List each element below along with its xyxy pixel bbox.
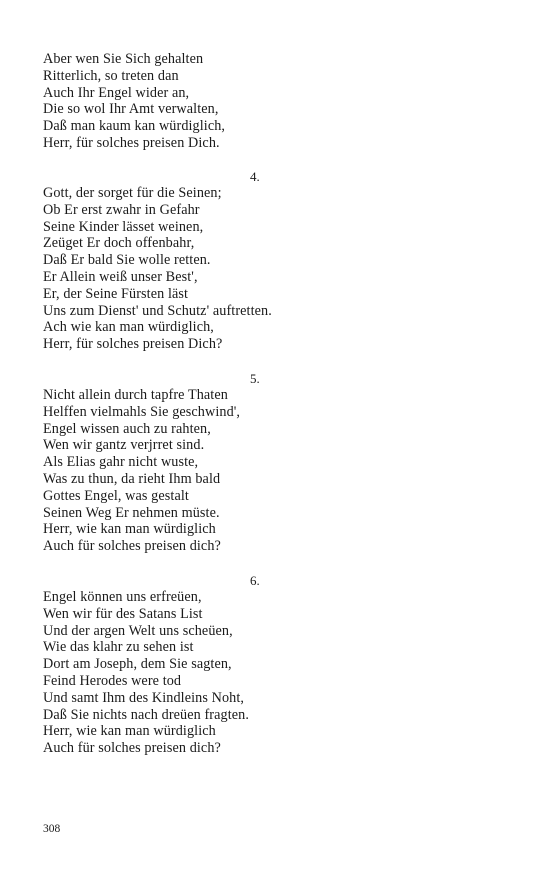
verse-line: Ach wie kan man würdiglich, (43, 319, 214, 336)
stanza-5 (43, 387, 463, 555)
verse-line: Herr, wie kan man würdiglich (43, 723, 216, 740)
verse-line: Er, der Seine Fürsten läst (43, 285, 189, 302)
verse-line: Herr, für solches preisen Dich? (43, 336, 223, 353)
verse-line: Wen wir gantz verjrret sind. (43, 437, 205, 454)
verse-line: Auch Ihr Engel wider an, (43, 84, 190, 101)
verse-line: Ritterlich, so treten dan (43, 67, 179, 84)
verse-line: Seinen Weg Er nehmen müste. (43, 504, 220, 521)
verse-line: Er Allein weiß unser Best', (43, 268, 198, 285)
verse-line: Dort am Joseph, dem Sie sagten, (43, 656, 232, 673)
verse-line: Daß man kaum kan würdiglich, (43, 118, 226, 135)
verse-line: Auch für solches preisen dich? (43, 538, 221, 555)
verse-line: Nicht allein durch tapfre Thaten (43, 387, 228, 403)
verse-line: Seine Kinder lässet weinen, (43, 218, 204, 235)
verse-line: Engel können uns erfreüen, (43, 589, 202, 605)
verse-line: Uns zum Dienst' und Schutz' auftretten. (43, 302, 272, 319)
verse-line: Was zu thun, da rieht Ihm bald (43, 470, 221, 487)
page-number: 308 (43, 823, 61, 835)
verse-line: Die so wol Ihr Amt verwalten, (43, 101, 219, 118)
verse-line: Wen wir für des Satans List (43, 605, 203, 622)
verse-line: Auch für solches preisen dich? (43, 740, 221, 757)
verse-line: Helffen vielmahls Sie geschwind', (43, 403, 241, 420)
stanza-6 (43, 589, 463, 757)
stanza-continuation (43, 51, 463, 152)
verse-line: Daß Er bald Sie wolle retten. (43, 252, 211, 269)
verse-line: Daß Sie nichts nach dreüen fragten. (43, 706, 249, 723)
verse-line: Und samt Ihm des Kindleins Noht, (43, 689, 245, 706)
verse-line: Feind Herodes were tod (43, 672, 182, 689)
verse-line: Zeüget Er doch offenbahr, (43, 235, 195, 252)
stanza-number: 4. (250, 169, 260, 184)
verse-line: Herr, für solches preisen Dich. (43, 134, 220, 151)
verse-line: Gott, der sorget für die Seinen; (43, 185, 222, 201)
verse-line: Wie das klahr zu sehen ist (43, 639, 194, 656)
verse-line: Gottes Engel, was gestalt (43, 487, 189, 504)
stanza-number: 6. (250, 573, 260, 588)
verse-line: Als Elias gahr nicht wuste, (43, 454, 199, 471)
verse-line: Aber wen Sie Sich gehalten (43, 51, 204, 67)
stanza-number: 5. (250, 371, 260, 386)
stanza-4 (43, 185, 463, 353)
verse-line: Herr, wie kan man würdiglich (43, 521, 216, 538)
verse-line: Engel wissen auch zu rahten, (43, 420, 211, 437)
verse-line: Ob Er erst zwahr in Gefahr (43, 201, 200, 218)
verse-line: Und der argen Welt uns scheüen, (43, 622, 233, 639)
